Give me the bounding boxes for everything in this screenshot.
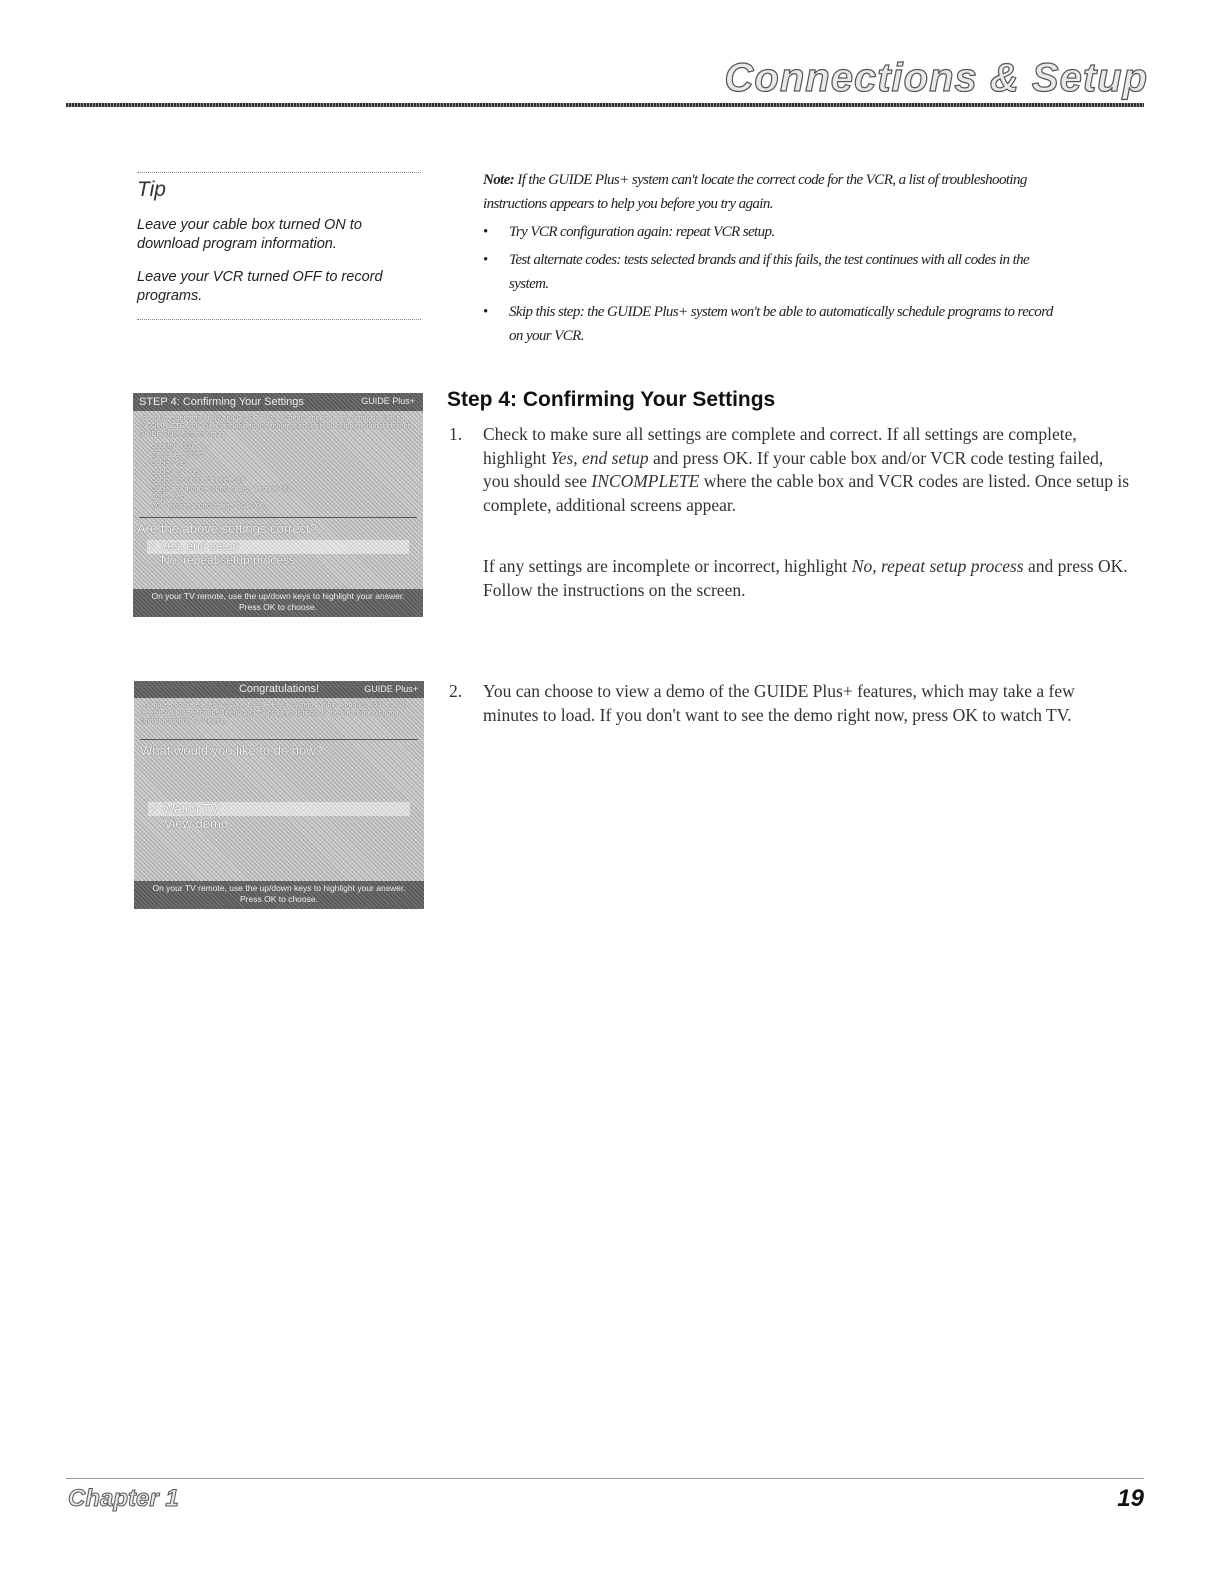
setting-row: Cable - Yes — [151, 460, 187, 467]
setting-row: ZIP code - 77777 — [151, 451, 205, 459]
note-bullet-text: Skip this step: the GUIDE Plus+ system won't be able to automatically schedule programs to record on your VCR. — [509, 304, 1053, 344]
screen-corner-label: GUIDE Plus+ — [364, 684, 418, 694]
footer-rule — [66, 1478, 1144, 1479]
tv-screen-confirm-settings — [133, 393, 423, 617]
screen-footer-bar — [133, 589, 423, 617]
setting-row: Cable box output channel - 03 — [151, 477, 245, 484]
screen-footer-line: On your TV remote, use the up/down keys to highlight your answer. — [152, 883, 406, 893]
setting-row: Cable box - Yes — [151, 468, 201, 476]
emphasis-yes-end-setup: Yes, end setup — [550, 447, 649, 468]
option-label: Watch TV — [162, 801, 219, 816]
setting-row: VCR - Yes — [151, 494, 184, 501]
tv-screen-congratulations — [134, 681, 424, 909]
screen-settings-list — [151, 443, 291, 511]
note-bullet — [483, 300, 1053, 348]
step-heading: Step 4: Confirming Your Settings — [447, 388, 776, 411]
note-bullet-text: Test alternate codes: tests selected brands and if this fails, the test continues with all codes in the system. — [509, 252, 1030, 292]
screen-title-bar — [133, 393, 423, 411]
tip-line-1: Leave your cable box turned ON to download program information. — [137, 217, 362, 252]
screen-question: Are the above settings correct? — [137, 521, 317, 536]
step4-paragraph-3: You can choose to view a demo of the GUIDE Plus+ features, which may take a few minutes to load. If you don't want to see the demo right now, press OK to watch TV. — [483, 681, 1075, 725]
option-yes-end-setup[interactable] — [147, 539, 239, 553]
screen-question: What would you like to do now? — [140, 743, 323, 758]
emphasis-incomplete: INCOMPLETE — [591, 471, 700, 491]
bullet-dot-icon: • — [483, 252, 488, 268]
option-watch-tv[interactable] — [148, 801, 219, 817]
bullet-dot-icon: • — [483, 224, 488, 240]
note-label: Note: — [483, 172, 515, 188]
page-number: 19 — [1117, 1485, 1144, 1512]
option-label: Yes, end setup — [160, 539, 240, 553]
section-title: Connections & Setup — [724, 56, 1148, 100]
option-no-repeat-setup[interactable]: No, repeat setup process — [161, 553, 296, 567]
list-number-1: 1. — [449, 424, 463, 444]
note-bullet — [483, 220, 1053, 244]
setting-row: Country - USA — [151, 443, 197, 450]
note-text: If the GUIDE Plus+ system can't locate the correct code for the VCR, a list of troubleshooting instructions appears to help you before you try again. — [483, 172, 1027, 212]
setting-row: VCR remote control code - RCA / 001 — [151, 502, 268, 510]
screen-divider — [139, 517, 417, 518]
screen-footer-line: On your TV remote, use the up/down keys to highlight your answer. — [151, 591, 405, 601]
note-bullet-text: Try VCR configuration again: repeat VCR setup. — [509, 224, 775, 240]
screen-intro: You have completed setup of your GUIDE Plus+ system. Within 24 hours, your TV will receive your local channel lineup and TV program listings. In the meantime, you may continue normal TV viewing. — [140, 702, 406, 725]
step4-paragraph-2: If any settings are incomplete or incorrect, highlight No, repeat setup process and press OK. Follow the instructions on the screen. — [483, 556, 1128, 600]
step4-paragraph-1: Check to make sure all settings are complete and correct. If all settings are complete, highlight Yes, end setup and press OK. If your cable box and/or VCR code testing failed, you should see INCOMPLETE where the cable box and VCR codes are listed. Once setup is complete, additional screens appear. — [483, 424, 1130, 515]
checkmark-icon: ✓ — [147, 539, 158, 553]
note-paragraph — [483, 168, 1053, 216]
screen-footer-line: Press OK to choose. — [240, 894, 318, 904]
tip-line-2: Leave your VCR turned OFF to record programs. — [137, 269, 383, 304]
screen-title: STEP 4: Confirming Your Settings — [139, 396, 304, 408]
header-rule — [66, 103, 1144, 107]
setting-row: Cable box remote control code - Jerrold / 002 — [151, 485, 292, 493]
screen-footer-line: Press OK to choose. — [239, 602, 317, 612]
bullet-dot-icon: • — [483, 304, 488, 320]
note-bullet — [483, 248, 1053, 296]
screen-divider — [140, 739, 418, 740]
screen-intro: You have entered the following GUIDE Plus+ system settings. If any setting is marked INCOMPLETE, you will not be able to use that feature until you complete that portion of GUIDE Plus+ system setup. — [139, 415, 410, 438]
chapter-label: Chapter 1 — [68, 1485, 179, 1512]
screen-title-bar — [134, 681, 424, 698]
checkmark-icon: ✓ — [148, 801, 159, 816]
screen-title: Congratulations! — [238, 683, 320, 695]
list-number-2: 2. — [449, 681, 463, 701]
note-block — [483, 168, 1053, 348]
emphasis-no-repeat: No, repeat setup process — [851, 556, 1024, 576]
screen-footer-bar — [134, 881, 424, 909]
screen-corner-label: GUIDE Plus+ — [361, 396, 415, 406]
option-view-demo[interactable]: View demo — [164, 816, 229, 831]
tip-title: Tip — [137, 178, 166, 201]
